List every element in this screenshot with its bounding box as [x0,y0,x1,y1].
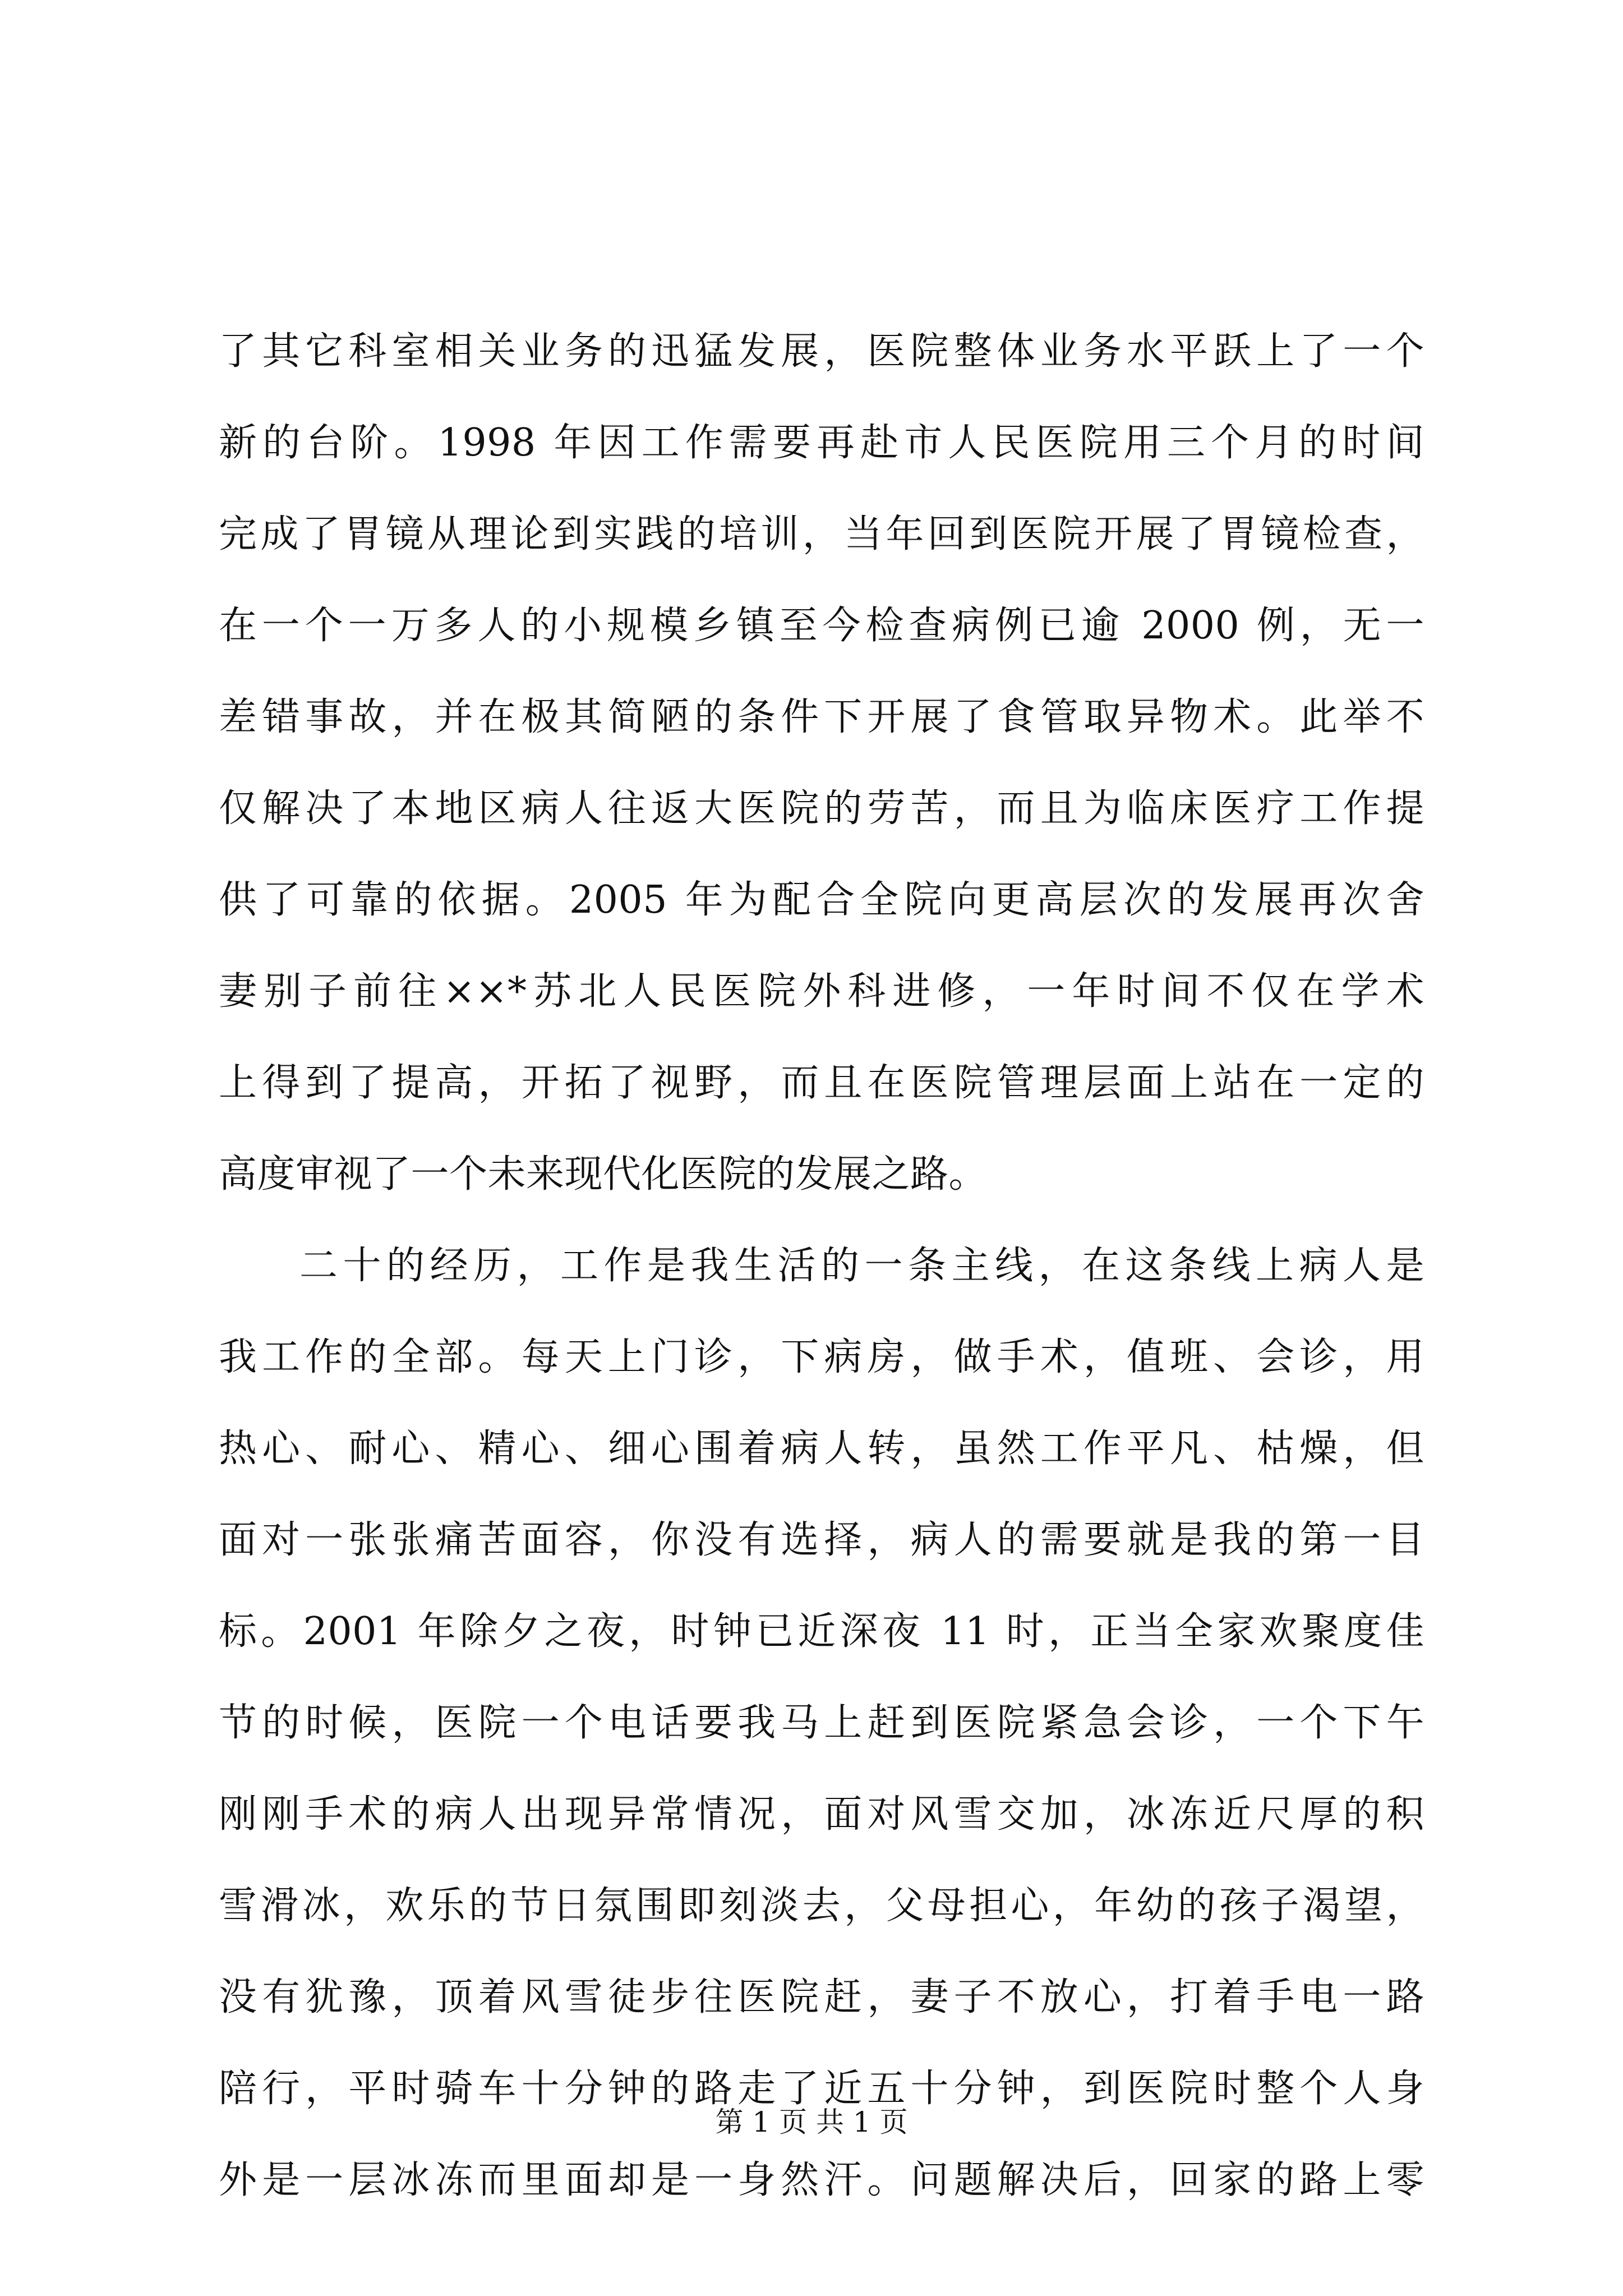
text-line: 节的时候，医院一个电话要我马上赶到医院紧急会诊，一个下午 [219,1701,1424,1745]
paragraph [219,1220,1424,2226]
text-line: 二十的经历，工作是我生活的一条主线，在这条线上病人是 [299,1244,1424,1288]
text-line: 雪滑冰，欢乐的节日氛围即刻淡去，父母担心，年幼的孩子渴望， [219,1884,1424,1928]
text-line: 刚刚手术的病人出现异常情况，面对风雪交加，冰冻近尺厚的积 [219,1792,1424,1837]
document-body [219,306,1424,2226]
text-line: 供了可靠的依据。2005 年为配合全院向更高层次的发展再次舍 [219,878,1424,922]
text-line: 没有犹豫，顶着风雪徒步往医院赶，妻子不放心，打着手电一路 [219,1975,1424,2019]
text-line: 妻别子前往××*苏北人民医院外科进修，一年时间不仅在学术 [219,969,1424,1014]
text-line: 热心、耐心、精心、细心围着病人转，虽然工作平凡、枯燥，但 [219,1427,1424,1471]
text-line: 在一个一万多人的小规模乡镇至今检查病例已逾 2000 例，无一 [219,604,1424,648]
page-footer: 第 1 页 共 1 页 [715,2106,908,2138]
text-line: 外是一层冰冻而里面却是一身然汗。问题解决后，回家的路上零 [219,2158,1424,2202]
text-line: 新的台阶。1998 年因工作需要再赴市人民医院用三个月的时间 [219,421,1424,465]
text-line: 陪行，平时骑车十分钟的路走了近五十分钟，到医院时整个人身 [219,2067,1424,2111]
text-line: 标。2001 年除夕之夜，时钟已近深夜 11 时，正当全家欢聚度佳 [219,1609,1424,1654]
text-line: 我工作的全部。每天上门诊，下病房，做手术，值班、会诊，用 [219,1335,1424,1379]
text-line: 高度审视了一个未来现代化医院的发展之路。 [219,1152,988,1197]
text-line: 面对一张张痛苦面容，你没有选择，病人的需要就是我的第一目 [219,1518,1424,1562]
text-line: 完成了胃镜从理论到实践的培训，当年回到医院开展了胃镜检查， [219,512,1424,556]
text-line: 了其它科室相关业务的迅猛发展，医院整体业务水平跃上了一个 [219,329,1424,374]
text-line: 仅解决了本地区病人往返大医院的劳苦，而且为临床医疗工作提 [219,786,1424,831]
text-line: 上得到了提高，开拓了视野，而且在医院管理层面上站在一定的 [219,1061,1424,1105]
text-line: 差错事故，并在极其简陋的条件下开展了食管取异物术。此举不 [219,695,1424,739]
paragraph [219,306,1424,1220]
